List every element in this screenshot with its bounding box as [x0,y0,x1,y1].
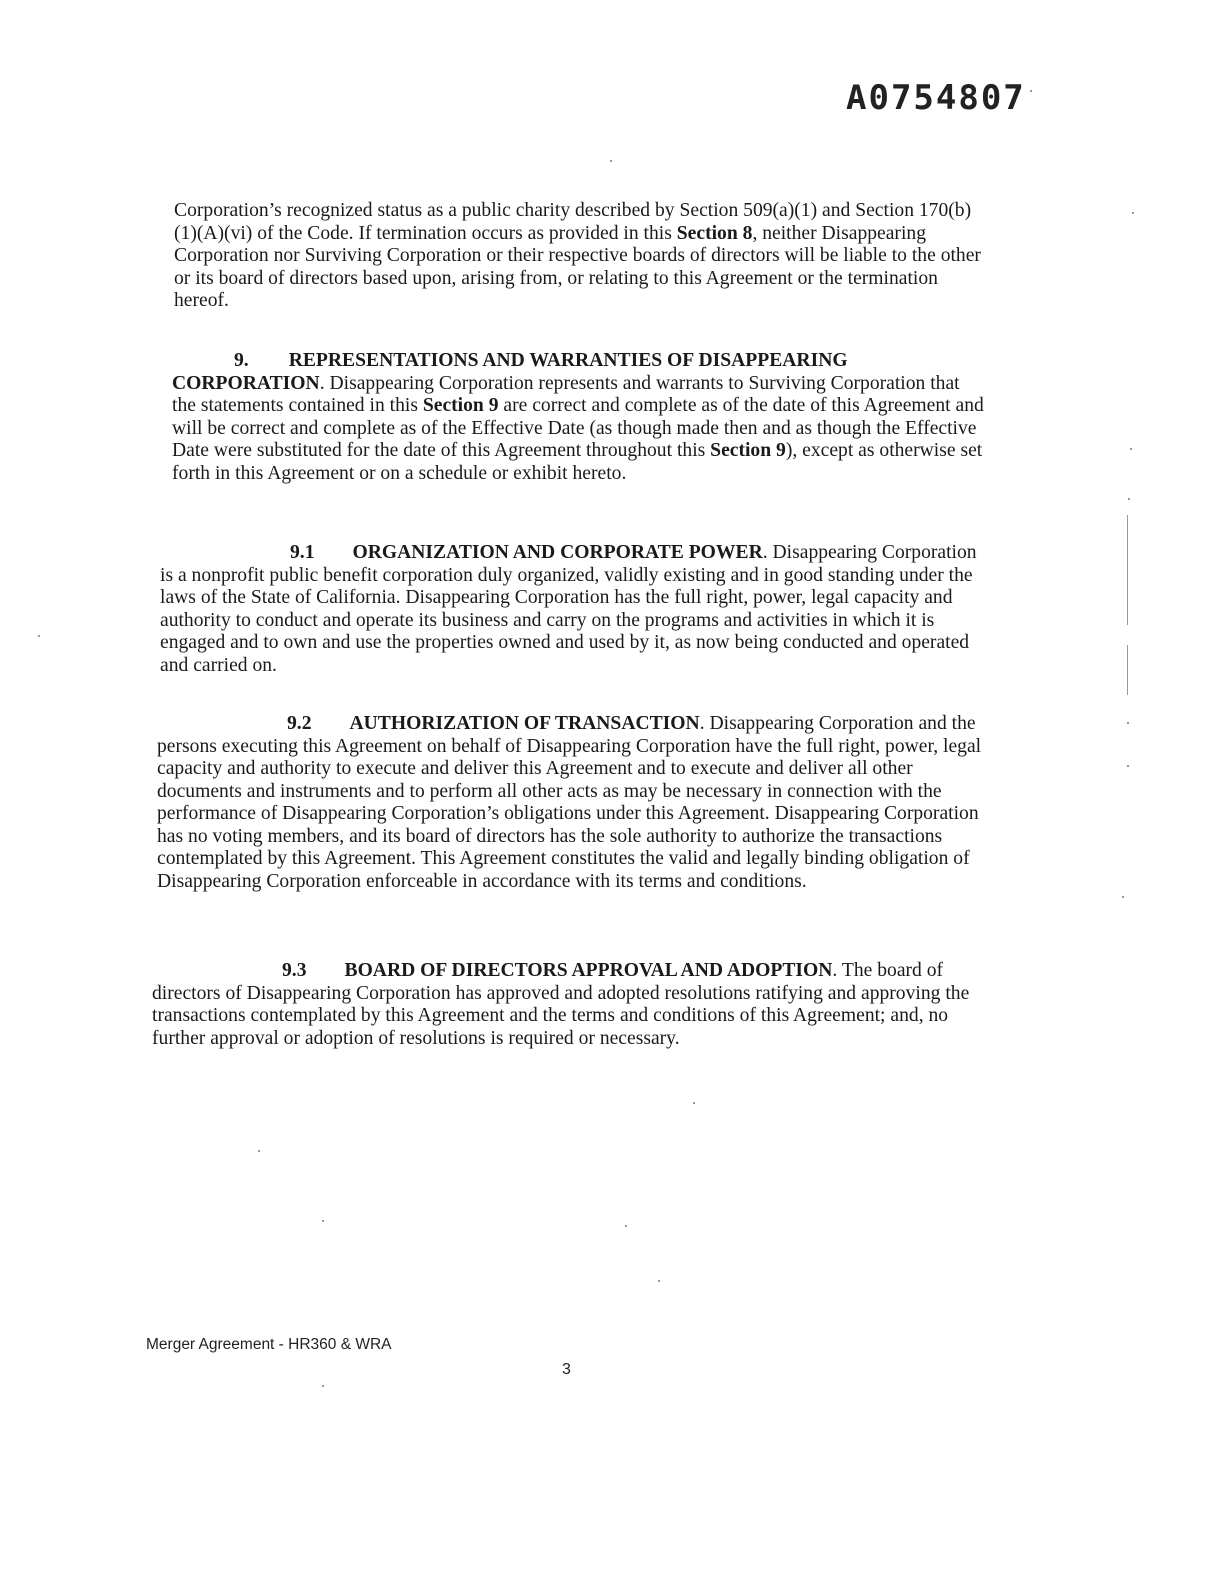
intro-section-ref: Section 8 [676,222,753,244]
section-9-2-paragraph [157,713,991,893]
scan-speck [693,1102,695,1104]
scan-speck [1130,448,1132,450]
scan-speck [38,635,40,637]
section-9-2-title: AUTHORIZATION OF TRANSACTION [349,713,700,734]
scan-speck [658,1280,660,1282]
section-9-ref-2: Section 9 [710,440,786,461]
paragraph-intro [174,200,992,313]
section-9-1-paragraph [160,542,994,677]
scan-speck [625,1225,627,1227]
section-9-3-paragraph [152,960,982,1050]
scan-speck [322,1385,324,1387]
section-9-3-text: . The board of directors of Disappearing Corporation has approved and adopted resolutions ratifying and approving the transactions contemplated by this Agreement and the terms and conditions of this Agreement; and, no further approval or adoption of resolutions is required or necessary. [152,960,970,1049]
section-9-1-text: . Disappearing Corporation is a nonprofit public benefit corporation duly organized, validly existing and in good standing under the laws of the State of California. Disappearing Corporation has the full right, power, legal capacity and authority to conduct and operate its business and carry on the programs and activities in which it is engaged and to own and use the properties owned and used by it, as now being conducted and operated and carried on. [160,542,977,676]
scan-edge-line [1127,645,1128,695]
section-9-2-number: 9.2 [287,713,312,734]
section-9-3-number: 9.3 [282,960,307,981]
section-9-heading [172,350,848,371]
section-9-ref-1: Section 9 [422,395,499,416]
document-id-stamp: A0754807 [846,78,1026,118]
page-number: 3 [562,1361,571,1378]
section-9-text-3: ), except as otherwise set forth in this Agreement or on a schedule or exhibit hereto. [172,440,983,484]
scan-speck [1030,90,1032,92]
section-9-2-text: . Disappearing Corporation and the persons executing this Agreement on behalf of Disappearing Corporation have the full right, power, legal capacity and authority to execute and deliver this Agreement and to execute and deliver all other documents and instruments and to perform all other acts as may be necessary in connection with the performance of Disappearing Corporation’s obligations under this Agreement. Disappearing Corporation has no voting members, and its board of directors has the sole authority to authorize the transactions contemplated by this Agreement. This Agreement constitutes the valid and legally binding obligation of Disappearing Corporation enforceable in accordance with its terms and conditions. [157,713,982,892]
section-9-title-line1: REPRESENTATIONS AND WARRANTIES OF DISAPPEARING [288,350,848,371]
scan-speck [1132,212,1134,214]
scan-speck [1128,498,1130,500]
section-9-number: 9. [234,350,249,371]
section-9-text-1: . Disappearing Corporation represents and warrants to Surviving Corporation that the statements contained in this [172,372,960,416]
section-9-paragraph [172,350,984,485]
scan-speck [1127,765,1129,767]
scan-speck [1122,896,1124,898]
scan-speck [610,160,612,162]
scan-edge-line [1127,515,1128,625]
intro-text-2: , neither Disappearing Corporation nor Surviving Corporation or their respective boards of directors will be liable to the other or its board of directors based upon, arising from, or relating to this Agreement or the termination hereof. [174,222,981,311]
section-9-text-2: are correct and complete as of the date of this Agreement and will be correct and complete as of the Effective Date (as though made then and as though the Effective Date were substituted for the date of this Agreement throughout this [172,395,984,461]
section-9-title-line2: CORPORATION [172,372,320,394]
scan-speck [322,1220,324,1222]
section-9-1-title: ORGANIZATION AND CORPORATE POWER [352,542,763,563]
scan-speck [258,1150,260,1152]
footer-label: Merger Agreement - HR360 & WRA [146,1336,392,1353]
intro-text-1: Corporation’s recognized status as a public charity described by Section 509(a)(1) and Section 170(b)(1)(A)(vi) of the Code. If termination occurs as provided in this [174,200,972,244]
section-9-1-number: 9.1 [290,542,315,563]
scan-speck [1127,722,1129,724]
section-9-3-title: BOARD OF DIRECTORS APPROVAL AND ADOPTION [344,960,833,981]
